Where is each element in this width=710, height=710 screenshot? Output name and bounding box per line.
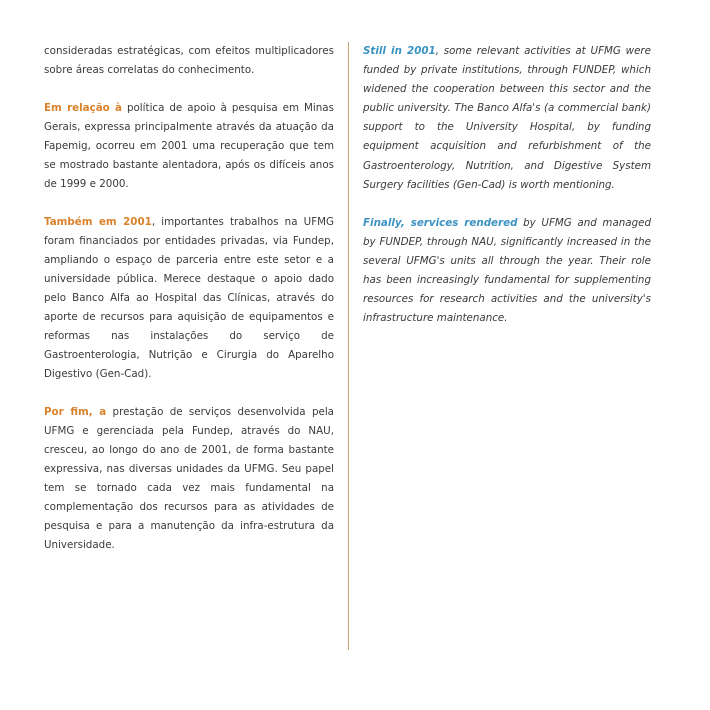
pt-paragraph-3-text: , importantes trabalhos na UFMG foram financiados por entidades privadas, via Fundep, ampliando o espaço de parceria entre este setor e a universidade pública. Merece destaque o apoio dado pelo Banco Alfa ao Hospital das Clínicas, através do aporte de recursos para aquisição de equipamentos e reformas nas instalações do serviço de Gastroenterologia, Nutrição e Cirurgia do Aparelho Digestivo (Gen-Cad).	[44, 216, 334, 380]
portuguese-column	[44, 42, 334, 574]
en-paragraph-1	[363, 42, 651, 195]
english-column	[363, 42, 651, 347]
en-paragraph-1-text: , some relevant activities at UFMG were funded by private institutions, through FUNDEP, which widened the cooperation between this sector and the public university. The Banco Alfa's (a commercial bank) support to the University Hospital, by funding equipment acquisition and refurbishment of the Gastroenterology, Nutrition, and Digestive System Surgery facilities (Gen-Cad) is worth mentioning.	[363, 45, 651, 191]
pt-paragraph-1-text: consideradas estratégicas, com efeitos multiplicadores sobre áreas correlatas do conhecimento.	[44, 45, 334, 76]
en-paragraph-1-lead: Still in 2001	[363, 45, 436, 57]
pt-paragraph-1	[44, 42, 334, 80]
en-paragraph-2-lead: Finally, services rendered	[363, 216, 518, 229]
pt-paragraph-2-lead: Em relação à	[44, 102, 122, 114]
pt-paragraph-4-text: prestação de serviços desenvolvida pela UFMG e gerenciada pela Fundep, através do NAU, cresceu, ao longo do ano de 2001, de forma bastante expressiva, nas diversas unidades da UFMG. Seu papel tem se tornado cada vez mais fundamental na complementação dos recursos para as atividades de pesquisa e para a manutenção da infra-estrutura da Universidade.	[44, 406, 334, 551]
pt-paragraph-4-lead: Por fim, a	[44, 406, 107, 418]
pt-paragraph-2	[44, 99, 334, 194]
column-divider	[348, 42, 349, 650]
en-paragraph-2	[363, 214, 651, 329]
en-paragraph-2-text: by UFMG and managed by FUNDEP, through NAU, significantly increased in the several UFMG's units all through the year. Their role has been increasingly fundamental for supplementing resources for research activities and the university's infrastructure maintenance.	[363, 216, 651, 325]
pt-paragraph-3-lead: Também em 2001	[44, 216, 152, 228]
pt-paragraph-2-text: política de apoio à pesquisa em Minas Gerais, expressa principalmente através da atuação da Fapemig, ocorreu em 2001 uma recuperação que tem se mostrado bastante alentadora, após os difíceis anos de 1999 e 2000.	[44, 102, 334, 190]
pt-paragraph-3	[44, 213, 334, 384]
pt-paragraph-4	[44, 403, 334, 555]
